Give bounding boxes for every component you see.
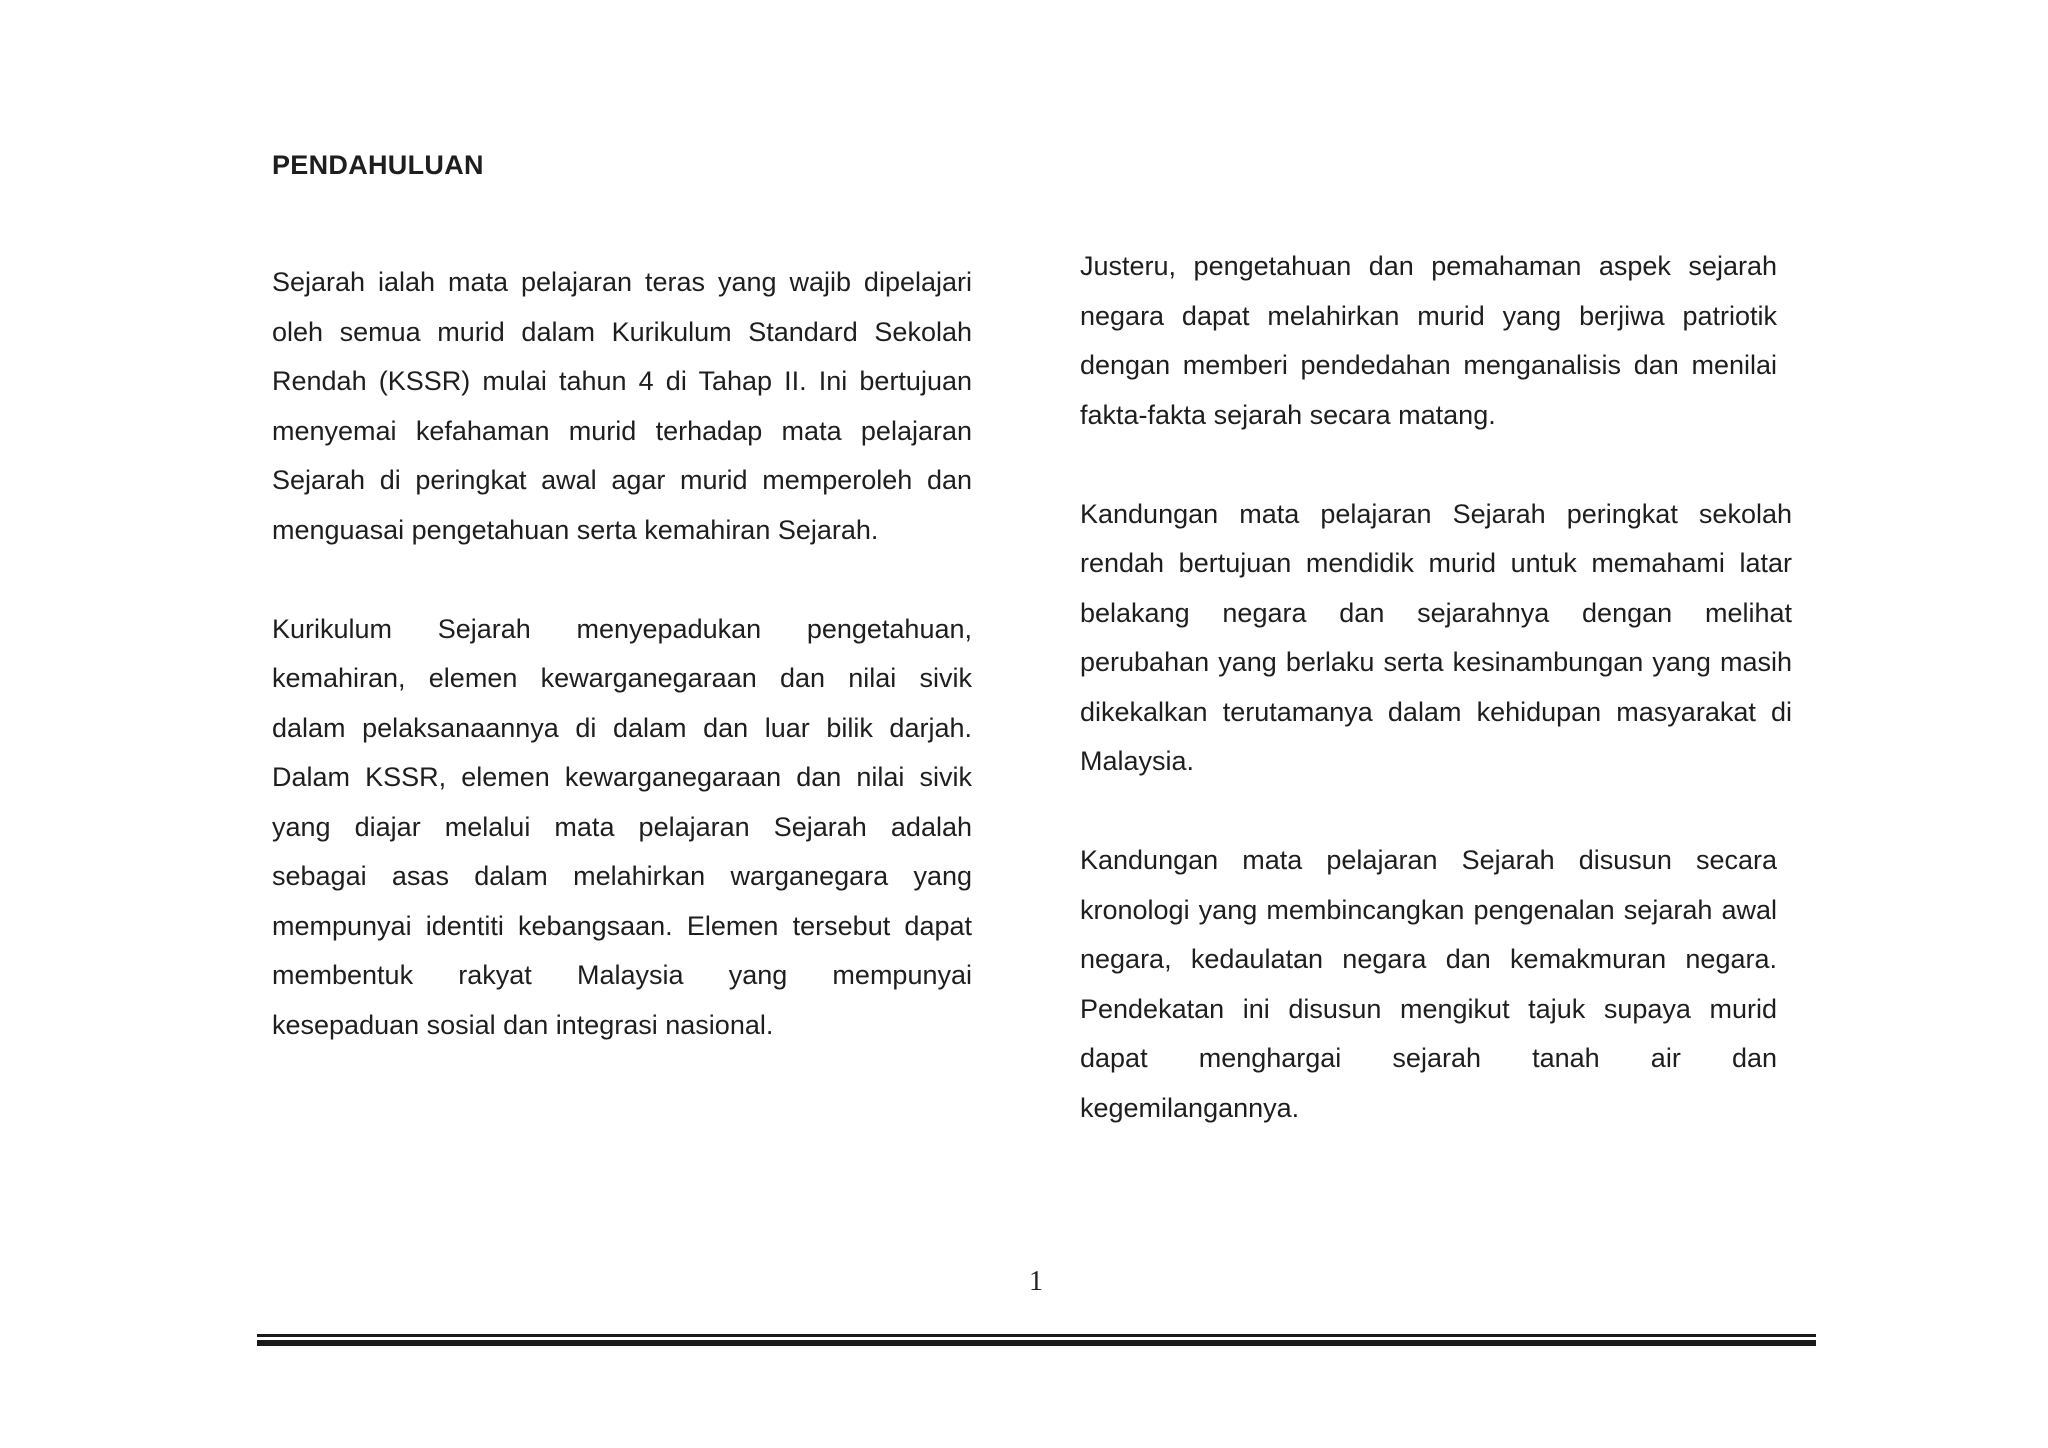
section-heading: PENDAHULUAN: [272, 150, 484, 180]
footer-rule-thick: [257, 1340, 1816, 1346]
footer-double-rule: [257, 1334, 1816, 1348]
right-column: [1080, 242, 1792, 1183]
left-column: [272, 258, 972, 1100]
page-number: 1: [1029, 1266, 1043, 1297]
paragraph-knowledge: Justeru, pengetahuan dan pemahaman aspek sejarah negara dapat melahirkan murid yang berjiwa patriotik dengan memberi pendedahan menganalisis dan menilai fakta-fakta sejarah secara matang.: [1080, 251, 1777, 430]
paragraph-curriculum: Kurikulum Sejarah menyepadukan pengetahuan, kemahiran, elemen kewarganegaraan dan nilai sivik dalam pelaksanaannya di dalam dan luar bilik darjah. Dalam KSSR, elemen kewarganegaraan dan nilai sivik yang diajar melalui mata pelajaran Sejarah adalah sebagai asas dalam melahirkan warganegara yang mempunyai identiti kebangsaan. Elemen tersebut dapat membentuk rakyat Malaysia yang mempunyai kesepaduan sosial dan integrasi nasional.: [272, 613, 972, 1040]
paragraph-content-aim: Kandungan mata pelajaran Sejarah peringkat sekolah rendah bertujuan mendidik murid untuk memahami latar belakang negara dan sejarahnya dengan melihat perubahan yang berlaku serta kesinambungan yang masih dikekalkan terutamanya dalam kehidupan masyarakat di Malaysia.: [1080, 498, 1792, 776]
footer-rule-thin: [257, 1334, 1816, 1337]
paragraph-content-structure: Kandungan mata pelajaran Sejarah disusun secara kronologi yang membincangkan pengenalan sejarah awal negara, kedaulatan negara dan kemakmuran negara. Pendekatan ini disusun mengikut tajuk supaya murid dapat menghargai sejarah tanah air dan kegemilangannya.: [1080, 845, 1777, 1123]
paragraph-intro: Sejarah ialah mata pelajaran teras yang wajib dipelajari oleh semua murid dalam Kurikulum Standard Sekolah Rendah (KSSR) mulai tahun 4 di Tahap II. Ini bertujuan menyemai kefahaman murid terhadap mata pelajaran Sejarah di peringkat awal agar murid memperoleh dan menguasai pengetahuan serta kemahiran Sejarah.: [272, 267, 972, 545]
